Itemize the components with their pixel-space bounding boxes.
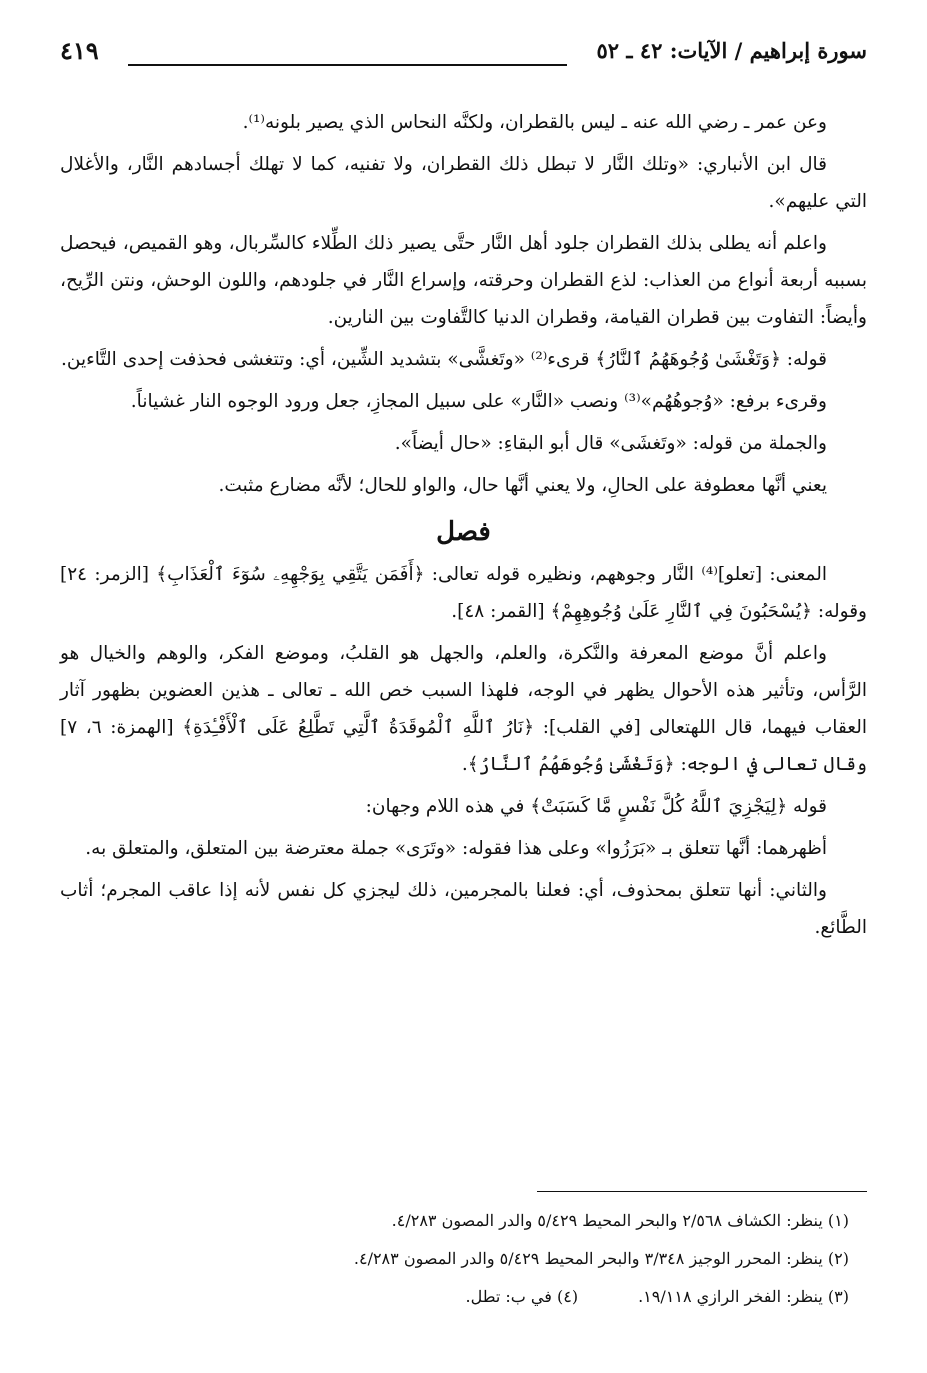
paragraph: قال ابن الأنباري: «وتلك النَّار لا تبطل ذلك القطران، ولا تفنيه، كما لا تهلك أجسادهم النَّار، والأغلال التي عليهم». xyxy=(60,154,867,212)
paragraph: يعني أنَّها معطوفة على الحالِ، ولا يعني أنَّها حال، والواو للحال؛ لأنَّه مضارع مثبت. xyxy=(218,475,827,496)
paragraph: قوله ﴿لِيَجْزِيَ ٱللَّهُ كُلَّ نَفْسٍ مَّا كَسَبَتْ﴾ في هذه اللام وجهان: xyxy=(365,796,827,817)
footnote-row xyxy=(60,1278,867,1316)
main-text xyxy=(60,104,867,951)
paragraph: المعنى: [تعلو]⁽⁴⁾ النَّار وجوههم، ونظيره قوله تعالى: ﴿أَفَمَن يَتَّقِي بِوَجْهِهِۦ سُوٓءَ ٱلْعَذَابِ﴾ [الزمر: ٢٤] وقوله: ﴿يُسْحَبُونَ فِي ٱلنَّارِ عَلَىٰ وُجُوهِهِمْ﴾ [القمر: ٤٨]. xyxy=(60,564,867,622)
paragraph: قوله: ﴿وَتَغْشَىٰ وُجُوهَهُمُ ٱلنَّارُ﴾ قرىء⁽²⁾ «وتَغشَّى» بتشديد الشِّين، أي: وتتغشى فحذفت إحدى التَّاءين. xyxy=(61,349,827,370)
footnote-separator xyxy=(537,1191,867,1192)
footnotes xyxy=(60,1202,867,1316)
paragraph: والثاني: أنها تتعلق بمحذوف، أي: فعلنا بالمجرمين، ذلك ليجزي كل نفس لأنه إذا عاقب المجرم؛ أثاب الطَّائع. xyxy=(60,880,867,938)
paragraph: واعلم أنَّ موضع المعرفة والنَّكرة، والعلم، والجهل هو القلبُ، وموضع الفكر، والوهم والخيال هو الرَّأس، وتأثير هذه الأحوال يظهر في الوجه، فلهذا السبب خص الله ـ تعالى ـ هذين العضوين بظهور آثار العقاب فيهما، قال اللهتعالى [في القلب]: ﴿نَارُ ٱللَّهِ ٱلْمُوقَدَةُ ٱلَّتِي تَطَّلِعُ عَلَى ٱلْأَفْـِٔدَةِ﴾ [الهمزة: ٦، ٧] وقال تعالى في الوجه: ﴿وَتَغْشَىٰ وُجُوهَهُمُ ٱلنَّارُ﴾. xyxy=(60,643,867,775)
footnote: (٣) ينظر: الفخر الرازي ١٩/١١٨. xyxy=(638,1287,849,1306)
footnote: (١) ينظر: الكشاف ٢/٥٦٨ والبحر المحيط ٥/٤٢٩ والدر المصون ٤/٢٨٣. xyxy=(391,1211,849,1230)
footnote: (٢) ينظر: المحرر الوجيز ٣/٣٤٨ والبحر المحيط ٥/٤٢٩ والدر المصون ٤/٢٨٣. xyxy=(353,1249,849,1268)
header-rule xyxy=(128,64,567,66)
section-heading: فصل xyxy=(436,517,491,547)
page-number: ٤١٩ xyxy=(60,36,99,65)
paragraph: واعلم أنه يطلى بذلك القطران جلود أهل النَّار حتَّى يصير ذلك الطِّلاء كالسِّربال، وهو القميص، فيحصل بسببه أربعة أنواع من العذاب: لذع القطران وحرقته، وإسراع النَّار في جلودهم، واللون الوحش، ونتن الرِّيح، وأيضاً: التفاوت بين قطران القيامة، وقطران الدنيا كالتَّفاوت بين النارين. xyxy=(60,233,867,328)
footnote: (٤) في ب: تطل. xyxy=(465,1287,579,1306)
paragraph: وعن عمر ـ رضي الله عنه ـ ليس بالقطران، ولكنَّه النحاس الذي يصير بلونه⁽¹⁾. xyxy=(242,112,827,133)
paragraph: وقرىء برفع: «وُجوهُهُم»⁽³⁾ ونصب «النَّار» على سبيل المجازِ، جعل ورود الوجوه النار غشياناً. xyxy=(130,391,827,412)
running-title: سورة إبراهيم / الآيات: ٤٢ ـ ٥٢ xyxy=(596,38,867,63)
page-header xyxy=(60,38,867,78)
paragraph: والجملة من قوله: «وتَغشَى» قال أبو البقاءِ: «حال أيضاً». xyxy=(394,433,827,454)
paragraph: أظهرهما: أنَّها تتعلق بـ «بَرَزُوا» وعلى هذا فقوله: «وتَرَى» جملة معترضة بين المتعلق، والمتعلق به. xyxy=(85,838,827,859)
